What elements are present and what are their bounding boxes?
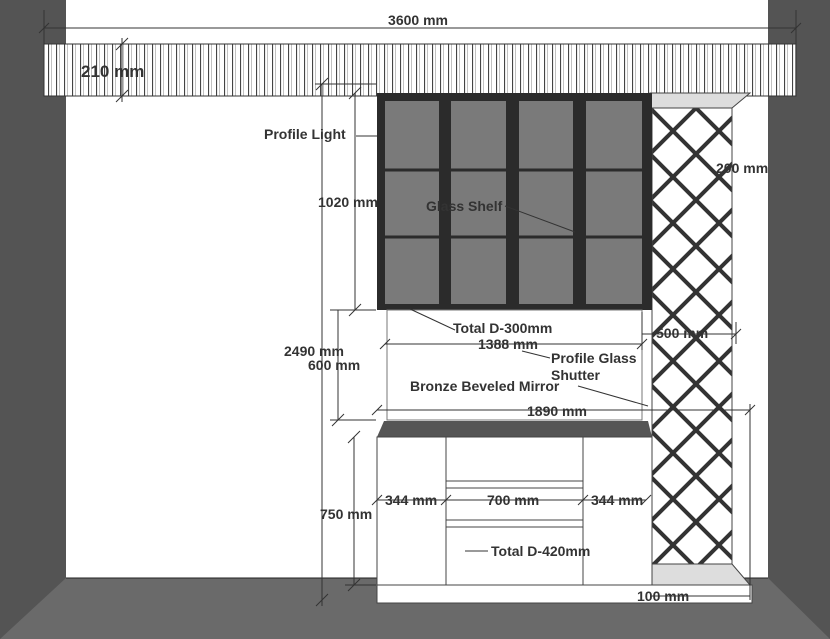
label-profile-light: Profile Light bbox=[264, 126, 346, 142]
label-overall-width: 3600 mm bbox=[388, 12, 448, 28]
label-mirror-height: 600 mm bbox=[308, 357, 361, 373]
label-base-height: 750 mm bbox=[320, 506, 373, 522]
plinth bbox=[377, 585, 752, 603]
label-profile-glass-2: Shutter bbox=[551, 367, 600, 383]
label-mirror: Bronze Beveled Mirror bbox=[410, 378, 560, 394]
label-profile-glass-1: Profile Glass bbox=[551, 350, 637, 366]
upper-glass-cabinet bbox=[377, 93, 652, 310]
label-upper-height: 1020 mm bbox=[318, 194, 378, 210]
glass-shutter-4 bbox=[586, 101, 642, 304]
label-plinth-width: 100 mm bbox=[637, 588, 690, 604]
label-upper-width: 1388 mm bbox=[478, 336, 538, 352]
glass-shutter-3 bbox=[519, 101, 573, 304]
label-base-depth: Total D-420mm bbox=[491, 543, 591, 559]
label-lattice-gap: 500 mm bbox=[656, 325, 709, 341]
label-base-width: 1890 mm bbox=[527, 403, 587, 419]
label-lattice-width: 200 mm bbox=[716, 160, 769, 176]
label-cornice-height: 210 mm bbox=[81, 62, 145, 81]
countertop bbox=[377, 421, 652, 437]
label-glass-shelf: Glass Shelf bbox=[426, 198, 503, 214]
label-left-door: 344 mm bbox=[385, 492, 438, 508]
fluted-cornice bbox=[44, 44, 796, 96]
label-center-drawers: 700 mm bbox=[487, 492, 540, 508]
label-right-door: 344 mm bbox=[591, 492, 644, 508]
label-overall-height: 2490 mm bbox=[284, 343, 344, 359]
label-upper-depth: Total D-300mm bbox=[453, 320, 553, 336]
